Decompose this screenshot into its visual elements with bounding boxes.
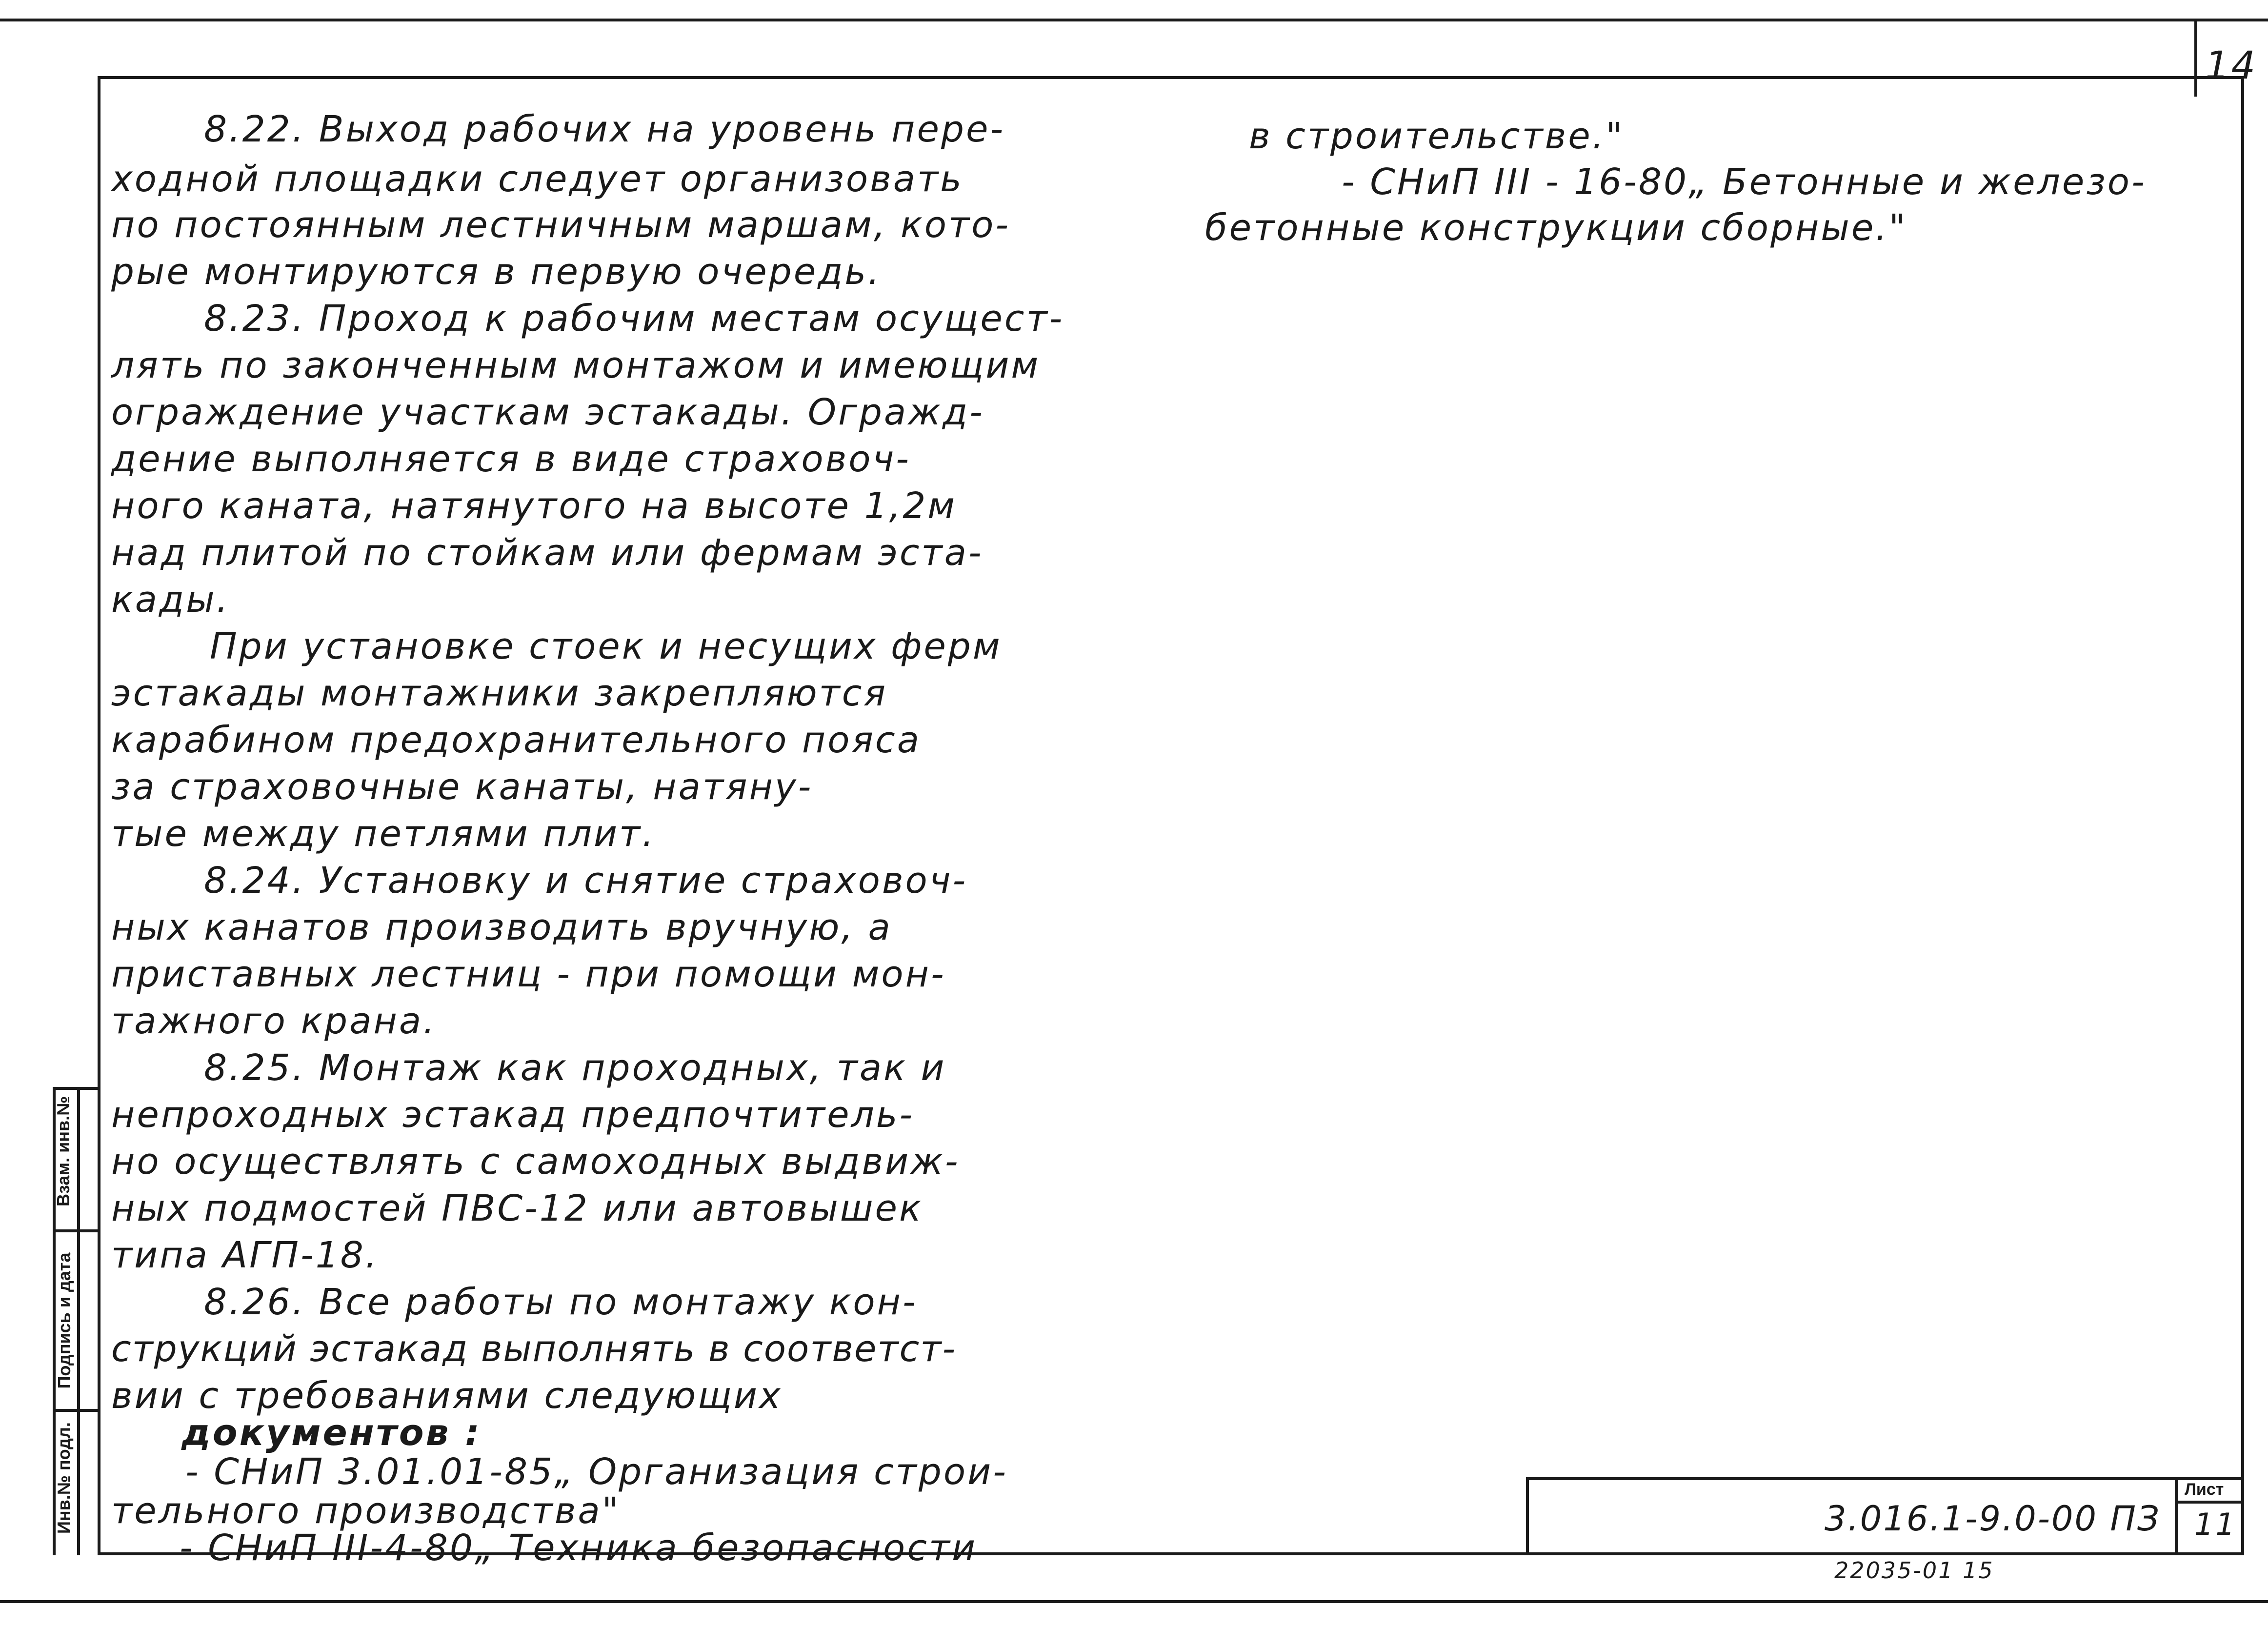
stamp-sheet-label: Лист: [2185, 1480, 2224, 1499]
side-stamp-div-1: [53, 1229, 100, 1232]
archive-number: 22035-01 15: [1834, 1557, 1994, 1584]
page-number: 14: [2205, 44, 2258, 88]
text-line-11: кады.: [111, 579, 230, 621]
text-line-26: 8.26. Все работы по монтажу кон-: [204, 1281, 918, 1323]
side-label-signature-date: Подпись и дата: [54, 1252, 74, 1389]
stamp-sheet-label-line: [2175, 1501, 2244, 1504]
text-line-7: ограждение участкам эстакады. Огражд-: [111, 391, 984, 433]
text-line-18: ных канатов производить вручную, а: [111, 906, 892, 948]
text-line-27: струкций эстакад выполнять в соответст-: [111, 1328, 957, 1370]
stamp-doc-code: 3.016.1-9.0-00 ПЗ: [1825, 1499, 2161, 1539]
side-stamp-mid: [77, 1087, 80, 1555]
text-line-5: 8.23. Проход к рабочим местам осущест-: [204, 298, 1064, 340]
text-line-31: тельного производства": [111, 1490, 621, 1532]
stamp-sheet-divider: [2175, 1477, 2178, 1555]
stamp-top-line: [1526, 1477, 2244, 1480]
top-border-line: [0, 19, 2268, 21]
text-line-22: непроходных эстакад предпочтитель-: [111, 1094, 915, 1136]
bottom-border-line: [0, 1600, 2268, 1603]
text-line-3: по постоянным лестничным маршам, кото-: [111, 204, 1011, 246]
text-line-19: приставных лестниц - при помощи мон-: [111, 953, 946, 995]
text-line-24: ных подмостей ПВС-12 или автовышек: [111, 1187, 923, 1229]
text-line-12: При установке стоек и несущих ферм: [210, 625, 1002, 667]
text-line-25: типа АГП-18.: [111, 1234, 379, 1276]
text-line-4: рые монтируются в первую очередь.: [111, 251, 882, 293]
text-line-32: - СНиП III-4-80„ Техника безопасности: [180, 1527, 978, 1569]
text-line-10: над плитой по стойкам или фермам эста-: [111, 532, 983, 574]
text-line-17: 8.24. Установку и снятие страховоч-: [204, 860, 968, 902]
stamp-left-line: [1526, 1477, 1529, 1555]
text-line-2: ходной площадки следует организовать: [111, 158, 963, 200]
text-line-14: карабином предохранительного пояса: [111, 719, 922, 761]
text-line-29: документов :: [181, 1412, 482, 1454]
side-label-original-inv: Инв.№ подл.: [54, 1422, 74, 1534]
text-line-30: - СНиП 3.01.01-85„ Организация строи-: [185, 1451, 1008, 1493]
text-line-28: вии с требованиями следующих: [111, 1375, 783, 1417]
text-line-1: 8.22. Выход рабочих на уровень пере-: [204, 108, 1005, 150]
side-label-replaced-inv: Взам. инв.№: [53, 1096, 73, 1206]
text-line-9: ного каната, натянутого на высоте 1,2м: [111, 485, 957, 527]
text-line-23: но осуществлять с самоходных выдвиж-: [111, 1141, 960, 1183]
side-stamp-div-2: [53, 1409, 100, 1412]
right-text-line-1: в строительстве.": [1249, 115, 1625, 157]
text-line-15: за страховочные канаты, натяну-: [111, 766, 813, 808]
text-line-6: лять по законченным монтажом и имеющим: [111, 344, 1041, 386]
text-line-21: 8.25. Монтаж как проходных, так и: [204, 1047, 946, 1089]
right-text-line-2: - СНиП III - 16-80„ Бетонные и железо-: [1342, 161, 2147, 203]
page-number-box-left: [2194, 19, 2197, 97]
stamp-sheet-number: 11: [2194, 1506, 2237, 1542]
right-text-line-3: бетонные конструкции сборные.": [1205, 207, 1907, 249]
text-line-20: тажного крана.: [111, 1000, 437, 1042]
text-line-16: тые между петлями плит.: [111, 813, 656, 855]
text-line-13: эстакады монтажники закрепляются: [111, 672, 887, 714]
text-line-8: дение выполняется в виде страховоч-: [111, 438, 911, 480]
side-stamp-top: [53, 1087, 100, 1090]
